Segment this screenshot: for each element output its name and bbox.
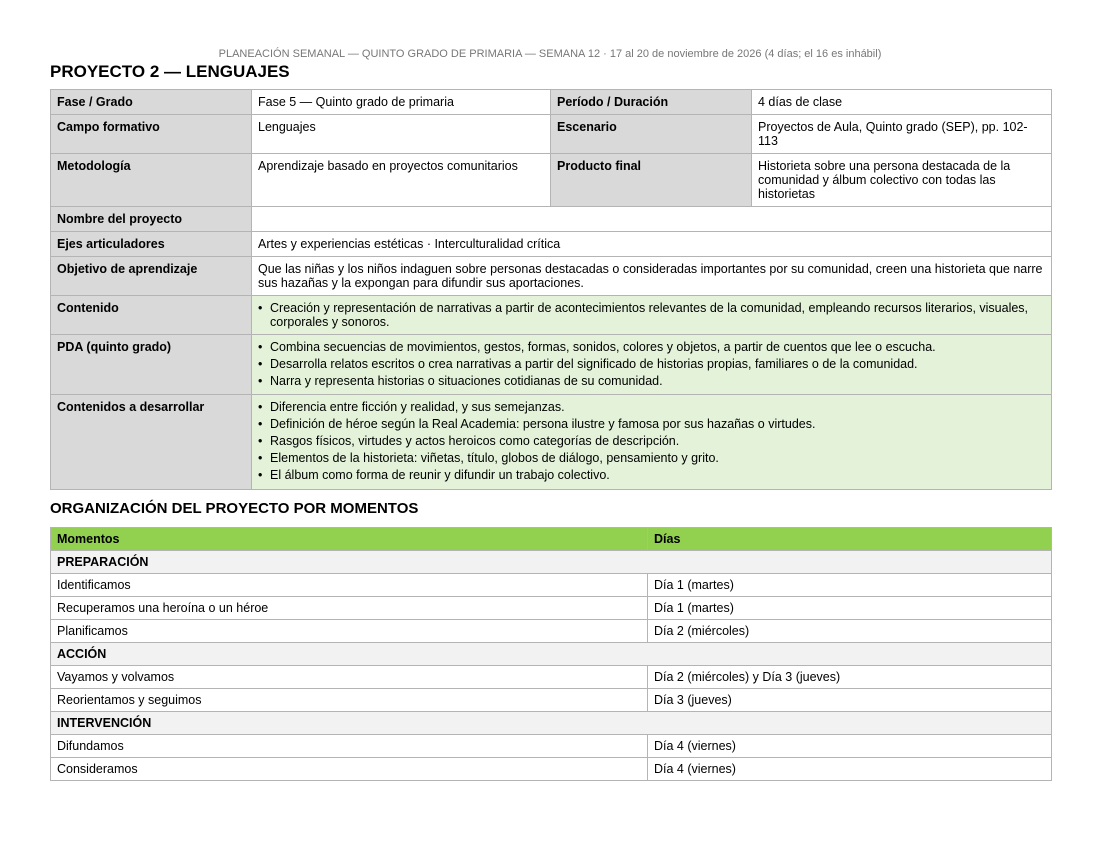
info-row-desarrollar [51, 395, 1052, 490]
info-row-contenido [51, 296, 1052, 335]
moments-table [50, 527, 1052, 781]
moment-day: Día 1 (martes) [648, 574, 1052, 597]
moment-group-label: ACCIÓN [51, 643, 1052, 666]
info-row-fase [51, 90, 1052, 115]
list-item: • Creación y representación de narrativas a partir de acontecimientos relevantes de la comunidad, empleando recursos literarios, visuales, corporales y sonoros. [258, 301, 1045, 329]
list-item: • Diferencia entre ficción y realidad, y sus semejanzas. [258, 400, 1045, 414]
moment-day: Día 4 (viernes) [648, 735, 1052, 758]
list-item: • Desarrolla relatos escritos o crea narrativas a partir del significado de historias propias, familiares o de la comunidad. [258, 357, 1045, 371]
col-header-momentos: Momentos [51, 528, 648, 551]
moment-group-row [51, 643, 1052, 666]
list-item: • Elementos de la historieta: viñetas, título, globos de diálogo, pensamiento y grito. [258, 451, 1045, 465]
table-row [51, 689, 1052, 712]
producto-value: Historieta sobre una persona destacada de la comunidad y álbum colectivo con todas las historietas [752, 154, 1052, 207]
objetivo-value: Que las niñas y los niños indaguen sobre personas destacadas o consideradas importantes por su comunidad, creen una historieta que narre sus hazañas y la expongan para difundir sus aportaciones. [252, 257, 1052, 296]
fase-label: Fase / Grado [51, 90, 252, 115]
desarrollar-list-cell [252, 395, 1052, 490]
list-item: • Definición de héroe según la Real Academia: persona ilustre y famosa por sus hazañas o virtudes. [258, 417, 1045, 431]
ejes-value: Artes y experiencias estéticas · Interculturalidad crítica [252, 232, 1052, 257]
campo-label: Campo formativo [51, 115, 252, 154]
moment-day: Día 1 (martes) [648, 597, 1052, 620]
table-row [51, 620, 1052, 643]
periodo-value: 4 días de clase [752, 90, 1052, 115]
fase-value: Fase 5 — Quinto grado de primaria [252, 90, 551, 115]
page-header: PLANEACIÓN SEMANAL — QUINTO GRADO DE PRIMARIA — SEMANA 12 · 17 al 20 de noviembre de 2026 (4 días; el 16 es inhábil) [218, 48, 882, 60]
pda-label: PDA (quinto grado) [51, 335, 252, 395]
moment-label: Identificamos [51, 574, 648, 597]
moment-day: Día 4 (viernes) [648, 758, 1052, 781]
list-item: • Combina secuencias de movimientos, gestos, formas, sonidos, colores y objetos, a partir de cuentos que lee o escucha. [258, 340, 1045, 354]
moments-header-row [51, 528, 1052, 551]
table-row [51, 574, 1052, 597]
metodologia-value: Aprendizaje basado en proyectos comunitarios [252, 154, 551, 207]
campo-value: Lenguajes [252, 115, 551, 154]
info-row-pda [51, 335, 1052, 395]
info-row-metodologia [51, 154, 1052, 207]
moment-label: Planificamos [51, 620, 648, 643]
escenario-label: Escenario [551, 115, 752, 154]
desarrollar-list [258, 400, 1045, 482]
list-item: • Narra y representa historias o situaciones cotidianas de su comunidad. [258, 374, 1045, 388]
table-row [51, 597, 1052, 620]
periodo-label: Período / Duración [551, 90, 752, 115]
info-row-objetivo [51, 257, 1052, 296]
moment-day: Día 2 (miércoles) [648, 620, 1052, 643]
nombre-value [252, 207, 1052, 232]
moment-day: Día 3 (jueves) [648, 689, 1052, 712]
moment-label: Vayamos y volvamos [51, 666, 648, 689]
info-row-campo [51, 115, 1052, 154]
list-item: • Rasgos físicos, virtudes y actos heroicos como categorías de descripción. [258, 434, 1045, 448]
metodologia-label: Metodología [51, 154, 252, 207]
moment-group-label: INTERVENCIÓN [51, 712, 1052, 735]
pda-list [258, 340, 1045, 388]
moment-label: Reorientamos y seguimos [51, 689, 648, 712]
contenido-label: Contenido [51, 296, 252, 335]
moment-day: Día 2 (miércoles) y Día 3 (jueves) [648, 666, 1052, 689]
contenido-list [258, 301, 1045, 329]
moment-label: Recuperamos una heroína o un héroe [51, 597, 648, 620]
table-row [51, 666, 1052, 689]
table-row [51, 758, 1052, 781]
objetivo-label: Objetivo de aprendizaje [51, 257, 252, 296]
moment-label: Difundamos [51, 735, 648, 758]
moment-group-row [51, 712, 1052, 735]
page-title: PROYECTO 2 — LENGUAJES [50, 62, 290, 81]
producto-label: Producto final [551, 154, 752, 207]
list-item: • El álbum como forma de reunir y difundir un trabajo colectivo. [258, 468, 1045, 482]
desarrollar-label: Contenidos a desarrollar [51, 395, 252, 490]
info-row-ejes [51, 232, 1052, 257]
pda-list-cell [252, 335, 1052, 395]
moment-group-row [51, 551, 1052, 574]
ejes-label: Ejes articuladores [51, 232, 252, 257]
col-header-dias: Días [648, 528, 1052, 551]
contenido-list-cell [252, 296, 1052, 335]
info-row-nombre [51, 207, 1052, 232]
project-info-table [50, 89, 1052, 490]
moment-label: Consideramos [51, 758, 648, 781]
moments-section-title: ORGANIZACIÓN DEL PROYECTO POR MOMENTOS [50, 500, 419, 517]
table-row [51, 735, 1052, 758]
moment-group-label: PREPARACIÓN [51, 551, 1052, 574]
nombre-label: Nombre del proyecto [51, 207, 252, 232]
escenario-value: Proyectos de Aula, Quinto grado (SEP), pp. 102-113 [752, 115, 1052, 154]
